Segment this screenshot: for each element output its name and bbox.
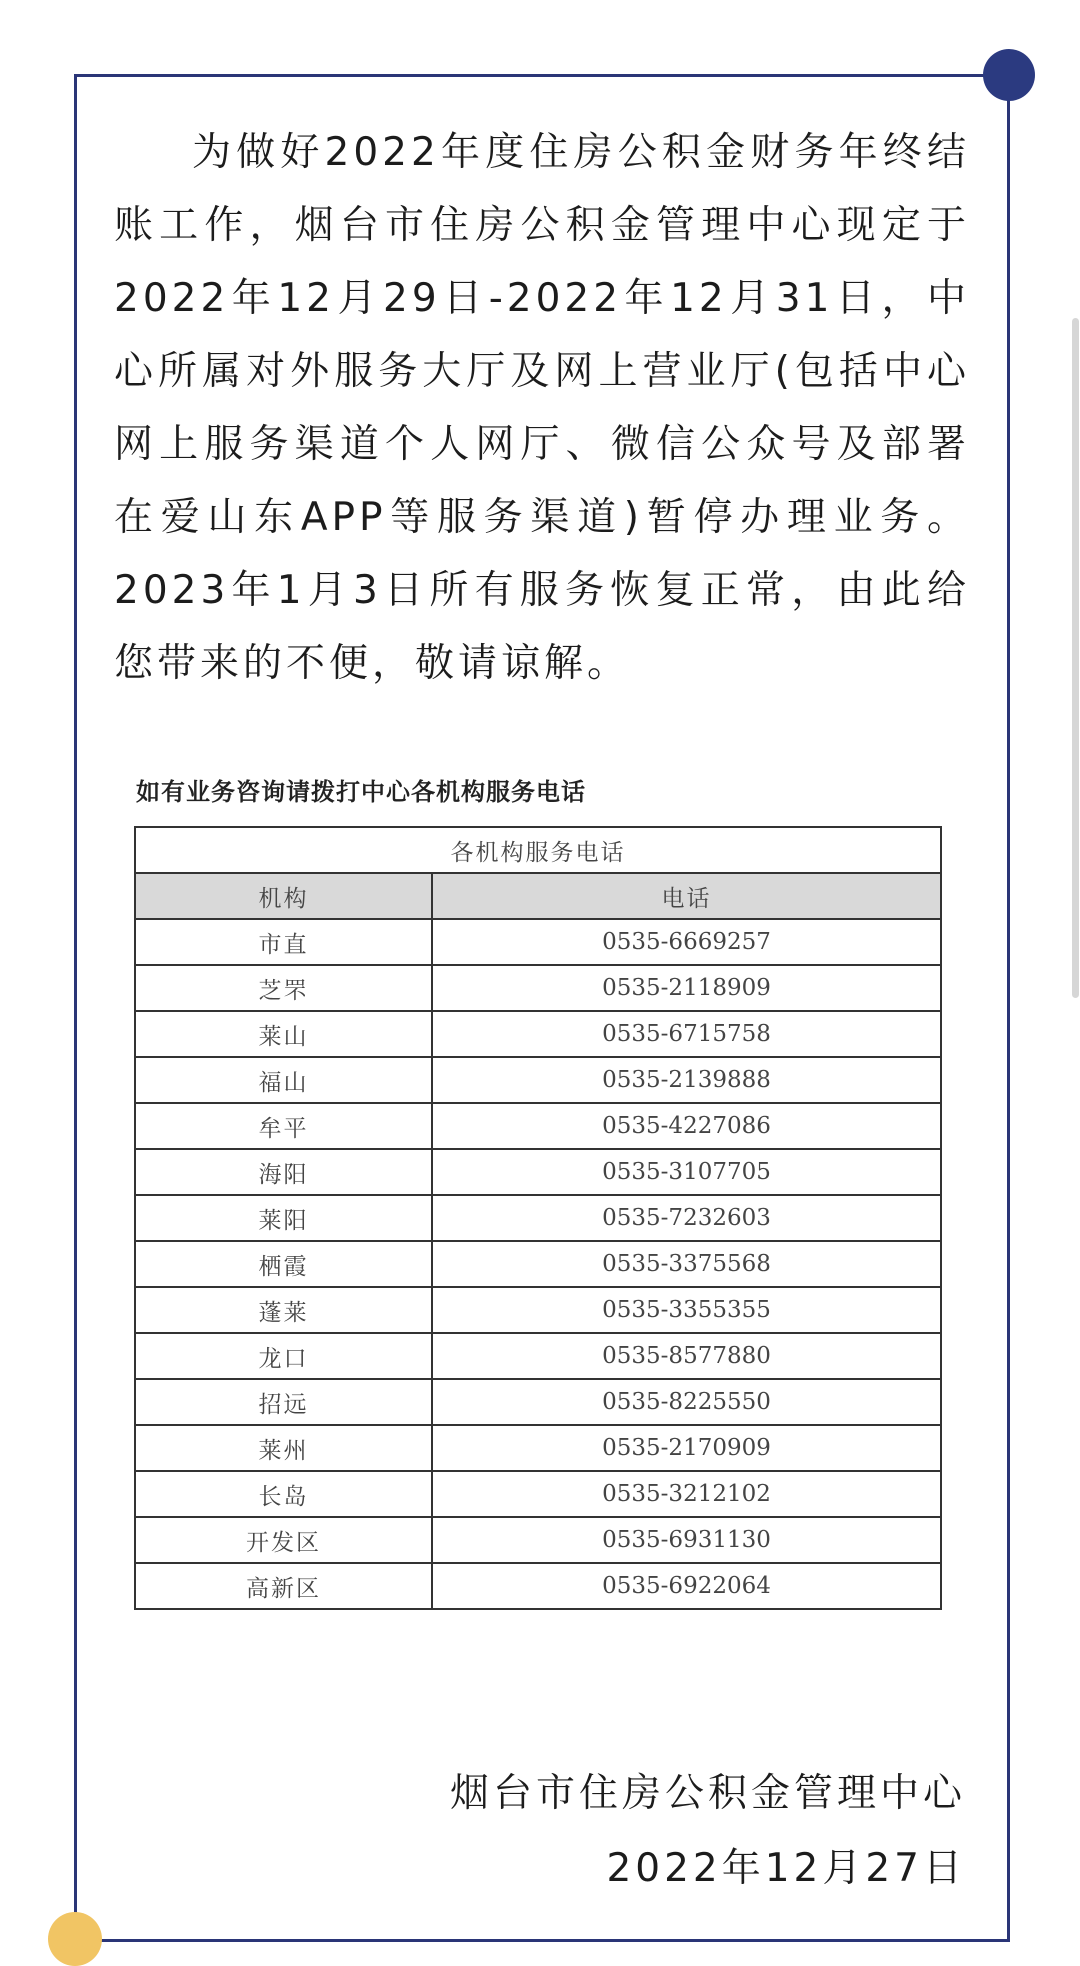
table-row: [135, 1011, 941, 1057]
table-body: [135, 919, 941, 1609]
phone-cell[interactable]: 0535-2139888: [432, 1057, 941, 1103]
phone-cell[interactable]: 0535-3212102: [432, 1471, 941, 1517]
navy-corner-dot: [983, 49, 1035, 101]
phone-cell[interactable]: 0535-3107705: [432, 1149, 941, 1195]
table-row: [135, 1425, 941, 1471]
table-row: [135, 1287, 941, 1333]
table-caption: 如有业务咨询请拨打中心各机构服务电话: [136, 777, 586, 806]
org-cell: 蓬莱: [135, 1287, 432, 1333]
gold-corner-dot: [48, 1912, 102, 1966]
phone-cell[interactable]: 0535-3375568: [432, 1241, 941, 1287]
notice-paragraph: 为做好2022年度住房公积金财务年终结账工作，烟台市住房公积金管理中心现定于2022年12月29日-2022年12月31日，中心所属对外服务大厅及网上营业厅(包括中心网上服务渠道个人网厅、微信公众号及部署在爱山东APP等服务渠道)暂停办理业务。2023年1月3日所有服务恢复正常，由此给您带来的不便，敬请谅解。: [114, 130, 970, 686]
table-row: [135, 1471, 941, 1517]
org-cell: 莱州: [135, 1425, 432, 1471]
table-row: [135, 965, 941, 1011]
org-cell: 莱阳: [135, 1195, 432, 1241]
table-row: [135, 1241, 941, 1287]
org-cell: 栖霞: [135, 1241, 432, 1287]
phone-cell[interactable]: 0535-8225550: [432, 1379, 941, 1425]
phone-cell[interactable]: 0535-3355355: [432, 1287, 941, 1333]
table-row: [135, 1563, 941, 1609]
signature-date: 2022年12月27日: [606, 1846, 966, 1891]
org-cell: 开发区: [135, 1517, 432, 1563]
table-row: [135, 1333, 941, 1379]
column-header-phone: 电话: [432, 873, 941, 919]
phone-cell[interactable]: 0535-7232603: [432, 1195, 941, 1241]
signature-organization: 烟台市住房公积金管理中心: [449, 1771, 966, 1816]
phone-cell[interactable]: 0535-2170909: [432, 1425, 941, 1471]
table-row: [135, 1103, 941, 1149]
column-header-org: 机构: [135, 873, 432, 919]
phone-cell[interactable]: 0535-6669257: [432, 919, 941, 965]
org-cell: 招远: [135, 1379, 432, 1425]
phone-cell[interactable]: 0535-6931130: [432, 1517, 941, 1563]
org-cell: 长岛: [135, 1471, 432, 1517]
table-row: [135, 1195, 941, 1241]
table-row: [135, 1517, 941, 1563]
table-row: [135, 1149, 941, 1195]
table-row: [135, 1057, 941, 1103]
phone-cell[interactable]: 0535-6715758: [432, 1011, 941, 1057]
phone-cell[interactable]: 0535-6922064: [432, 1563, 941, 1609]
org-cell: 牟平: [135, 1103, 432, 1149]
phone-cell[interactable]: 0535-2118909: [432, 965, 941, 1011]
phone-cell[interactable]: 0535-4227086: [432, 1103, 941, 1149]
table-title: 各机构服务电话: [135, 827, 941, 873]
org-cell: 市直: [135, 919, 432, 965]
service-phone-table: [134, 826, 942, 1610]
org-cell: 福山: [135, 1057, 432, 1103]
scrollbar-thumb[interactable]: [1072, 318, 1079, 998]
table-row: [135, 919, 941, 965]
signature-block: [400, 1756, 966, 1906]
org-cell: 芝罘: [135, 965, 432, 1011]
org-cell: 莱山: [135, 1011, 432, 1057]
phone-cell[interactable]: 0535-8577880: [432, 1333, 941, 1379]
org-cell: 海阳: [135, 1149, 432, 1195]
org-cell: 龙口: [135, 1333, 432, 1379]
table-row: [135, 1379, 941, 1425]
org-cell: 高新区: [135, 1563, 432, 1609]
